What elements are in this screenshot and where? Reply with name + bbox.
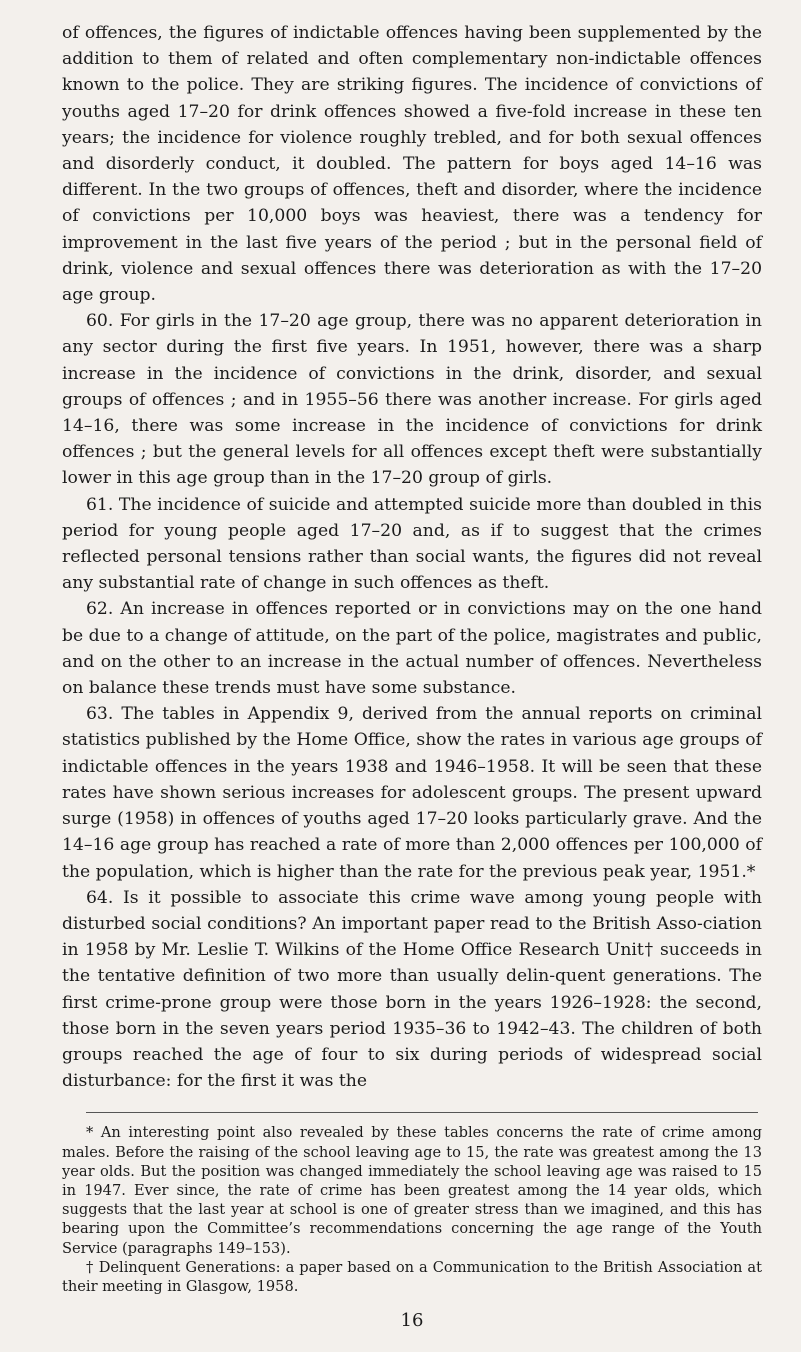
paragraph-63: 63. The tables in Appendix 9, derived from the annual reports on criminal statistics published by the Home Office, show the rates in various age groups of indictable offences in the years 1938 and 1946–1958. It will be seen that these rates have shown serious increases for adolescent groups. The present upward surge (1958) in offences of youths aged 17–20 looks particularly grave. And the 14–16 age group has reached a rate of more than 2,000 offences per 100,000 of the population, which is higher than the rate for the previous peak year, 1951.*	[62, 704, 762, 882]
footnote-dagger: † Delinquent Generations: a paper based on a Communication to the British Association at their meeting in Glasgow, 1958.	[62, 1258, 762, 1295]
paragraph-60: 60. For girls in the 17–20 age group, there was no apparent deterioration in any sector during the first five years. In 1951, however, there was a sharp increase in the incidence of convictions in the drink, disorder, and sexual groups of offences ; and in 1955–56 there was another increase. For girls aged 14–16, there was some increase in the incidence of convictions for drink offences ; but the general levels for all offences except theft were substantially lower in this age group than in the 17–20 group of girls.	[62, 311, 762, 489]
paragraph-64: 64. Is it possible to associate this crime wave among young people with disturbed social conditions? An important paper read to the British Asso-ciation in 1958 by Mr. Leslie T. Wilkins of the Home Office Research Unit† succeeds in the tentative definition of two more than usually delin-quent generations. The first crime-prone group were those born in the years 1926–1928: the second, those born in the seven years period 1935–36 to 1942–43. The children of both groups reached the age of four to six during periods of widespread social disturbance: for the first it was the	[62, 887, 762, 1092]
footnote-divider	[86, 1112, 758, 1113]
paragraph-62: 62. An increase in offences reported or in convictions may on the one hand be due to a change of attitude, on the part of the police, magistrates and public, and on the other to an increase in the actual number of offences. Nevertheless on balance these trends must have some substance.	[62, 599, 762, 699]
paragraph-59-continued: of offences, the figures of indictable offences having been supplemented by the addition to them of related and often complementary non-indictable offences known to the police. They are striking figures. The incidence of convictions of youths aged 17–20 for drink offences showed a five-fold increase in these ten years; the incidence for violence roughly trebled, and for both sexual offences and disorderly conduct, it doubled. The pattern for boys aged 14–16 was different. In the two groups of offences, theft and disorder, where the incidence of convictions per 10,000 boys was heaviest, there was a tendency for improvement in the last five years of the period ; but in the personal field of drink, violence and sexual offences there was deterioration as with the 17–20 age group.	[62, 23, 762, 306]
page-number: 16	[400, 1310, 424, 1332]
document-page	[62, 20, 762, 1331]
footnote-asterisk: * An interesting point also revealed by these tables concerns the rate of crime among males. Before the raising of the school leaving age to 15, the rate was greatest among the 13 year olds. But the position was changed immediately the school leaving age was raised to 15 in 1947. Ever since, the rate of crime has been greatest among the 14 year olds, which suggests that the last year at school is one of greater stress than we imagined, and this has bearing upon the Committee’s recommendations concerning the age range of the Youth Service (paragraphs 149–153).	[62, 1124, 762, 1257]
paragraph-61: 61. The incidence of suicide and attempted suicide more than doubled in this period for young people aged 17–20 and, as if to suggest that the crimes reflected personal tensions rather than social wants, the figures did not reveal any substantial rate of change in such offences as theft.	[62, 494, 762, 594]
